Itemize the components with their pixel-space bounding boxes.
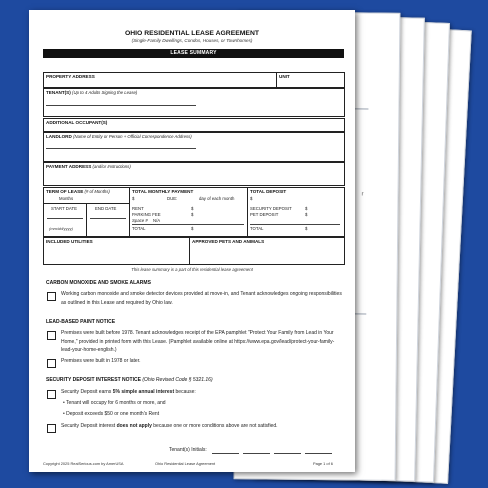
document-subtitle: (Single-Family Dwellings, Condos, Houses, or Townhomes) — [131, 38, 253, 43]
space-value: N/A — [153, 218, 161, 223]
co-smoke-text: Working carbon monoxide and smoke detector devices provided at move-in, and Tenant acknowledges ongoing responsibilities as outlined in this Lease and required by Ohio law. — [61, 291, 342, 306]
term-payment-deposit-grid — [43, 187, 345, 237]
term-label: TERM OF LEASE — [46, 189, 84, 194]
tenants-line — [46, 105, 196, 106]
lead-paint-heading: LEAD-BASED PAINT NOTICE — [46, 319, 116, 325]
footer-document-name: Ohio Residential Lease Agreement — [155, 461, 216, 466]
text-fragment: Security Deposit earns — [61, 389, 113, 395]
payment-total-label: TOTAL — [132, 226, 146, 231]
initials-line-3[interactable] — [274, 453, 301, 454]
divider — [247, 187, 248, 236]
deposit-interest-heading: SECURITY DEPOSIT INTEREST NOTICE — [46, 377, 141, 383]
divider — [129, 187, 130, 236]
landlord-label: LANDLORD — [46, 134, 72, 139]
landlord-line — [46, 148, 196, 149]
text-fragment-bold: 5% simple annual interest — [112, 389, 175, 395]
additional-occupants-label: ADDITIONAL OCCUPANT(S) — [46, 120, 108, 125]
co-smoke-checkbox[interactable] — [47, 292, 56, 301]
months-label: Months — [59, 196, 74, 201]
parking-fee-label: PARKING FEE — [132, 212, 161, 217]
deposit-total-dollar: $ — [305, 226, 308, 231]
footer-page-number: Page 1 of 6 — [313, 461, 333, 466]
lease-page-1 — [29, 10, 355, 472]
monthly-payment-dollar: $ — [132, 196, 135, 201]
divider — [189, 237, 190, 264]
lead-paint-pre1978-checkbox[interactable] — [47, 331, 56, 340]
divider — [276, 72, 277, 87]
pet-deposit-label: PET DEPOSIT — [250, 212, 279, 217]
monthly-payment-label: TOTAL MONTHLY PAYMENT — [132, 189, 194, 194]
tenants-label: TENANT(S) — [46, 90, 71, 95]
lead-paint-post1978-text: Premises were built in 1978 or later. — [61, 358, 141, 364]
initials-line-4[interactable] — [305, 453, 332, 454]
divider — [86, 203, 87, 236]
document-title: OHIO RESIDENTIAL LEASE AGREEMENT — [124, 30, 260, 37]
end-date-line[interactable] — [90, 218, 126, 219]
rent-dollar: $ — [191, 206, 194, 211]
initials-line-2[interactable] — [243, 453, 270, 454]
text-fragment: because: — [174, 389, 196, 395]
parking-dollar: $ — [191, 212, 194, 217]
summary-note: This lease summary is a part of this residential lease agreement — [131, 267, 253, 272]
payment-address-hint: (and/or Instructions) — [92, 164, 131, 169]
deposit-interest-heading-note: (Ohio Revised Code § 5321.16) — [142, 377, 213, 383]
rent-label: RENT — [132, 206, 144, 211]
landlord-hint: (Name of Entity or Person + Official Correspondence Address) — [73, 134, 192, 139]
text-fragment-bold: does not apply — [116, 423, 152, 429]
text-fragment: Security Deposit interest — [61, 423, 117, 429]
payment-total-dollar: $ — [191, 226, 194, 231]
deposit-interest-applies-text — [61, 388, 343, 397]
lead-paint-pre1978-text: Premises were built before 1978. Tenant acknowledges receipt of the EPA pamphlet "Protect Your Family from Lead in Your Home," provided in printed form with this Lease. (Pamphlet available online at https://www.epa.gov/lead/protect-your-family-lead-your-home-english.) — [61, 330, 335, 354]
footer-copyright: Copyright 2025 RealSerious.com by AmerUSA — [43, 461, 124, 466]
total-deposit-dollar: $ — [250, 196, 253, 201]
security-deposit-label: SECURITY DEPOSIT — [250, 206, 292, 211]
deposit-interest-applies-checkbox[interactable] — [47, 390, 56, 399]
date-format-hint: (mm/dd/yyyy) — [49, 226, 73, 231]
payment-address-label: PAYMENT ADDRESS — [46, 164, 92, 169]
deposit-interest-not-apply-checkbox[interactable] — [47, 424, 56, 433]
initials-line-1[interactable] — [212, 453, 239, 454]
day-of-month-label: day of each month — [199, 196, 235, 201]
deposit-interest-not-apply-text — [61, 422, 346, 431]
space-label: Space # — [132, 218, 148, 223]
initials-label: Tenant(s) Initials: — [169, 447, 207, 453]
included-utilities-label: INCLUDED UTILITIES — [46, 239, 93, 244]
tenants-hint: (Up to 4 Adults Signing the Lease) — [72, 90, 138, 95]
unit-label: UNIT — [279, 74, 290, 79]
stack-mark: r — [361, 191, 364, 198]
co-smoke-heading: CARBON MONOXIDE AND SMOKE ALARMS — [46, 280, 151, 286]
end-date-label: END DATE — [95, 206, 117, 211]
start-date-label: START DATE — [51, 206, 77, 211]
lease-summary-bar: LEASE SUMMARY — [43, 49, 344, 58]
term-hint: (# of Months) — [84, 189, 110, 194]
total-deposit-label: TOTAL DEPOSIT — [250, 189, 287, 194]
deposit-interest-bullet-1: • Tenant will occupy for 6 months or more, and — [63, 400, 166, 406]
payment-total-line — [132, 224, 244, 225]
start-date-line[interactable] — [47, 218, 83, 219]
property-address-label: PROPERTY ADDRESS — [46, 74, 95, 79]
due-label: DUE: — [167, 196, 178, 201]
approved-pets-label: APPROVED PETS AND ANIMALS — [192, 239, 265, 244]
deposit-total-label: TOTAL — [250, 226, 264, 231]
security-deposit-dollar: $ — [305, 206, 308, 211]
text-fragment: because one or more conditions above are not satisfied. — [151, 423, 278, 429]
lead-paint-post1978-checkbox[interactable] — [47, 359, 56, 368]
deposit-interest-bullet-2: • Deposit exceeds $50 or one month's Rent — [63, 411, 160, 417]
pet-deposit-dollar: $ — [305, 212, 308, 217]
deposit-total-line — [250, 224, 340, 225]
